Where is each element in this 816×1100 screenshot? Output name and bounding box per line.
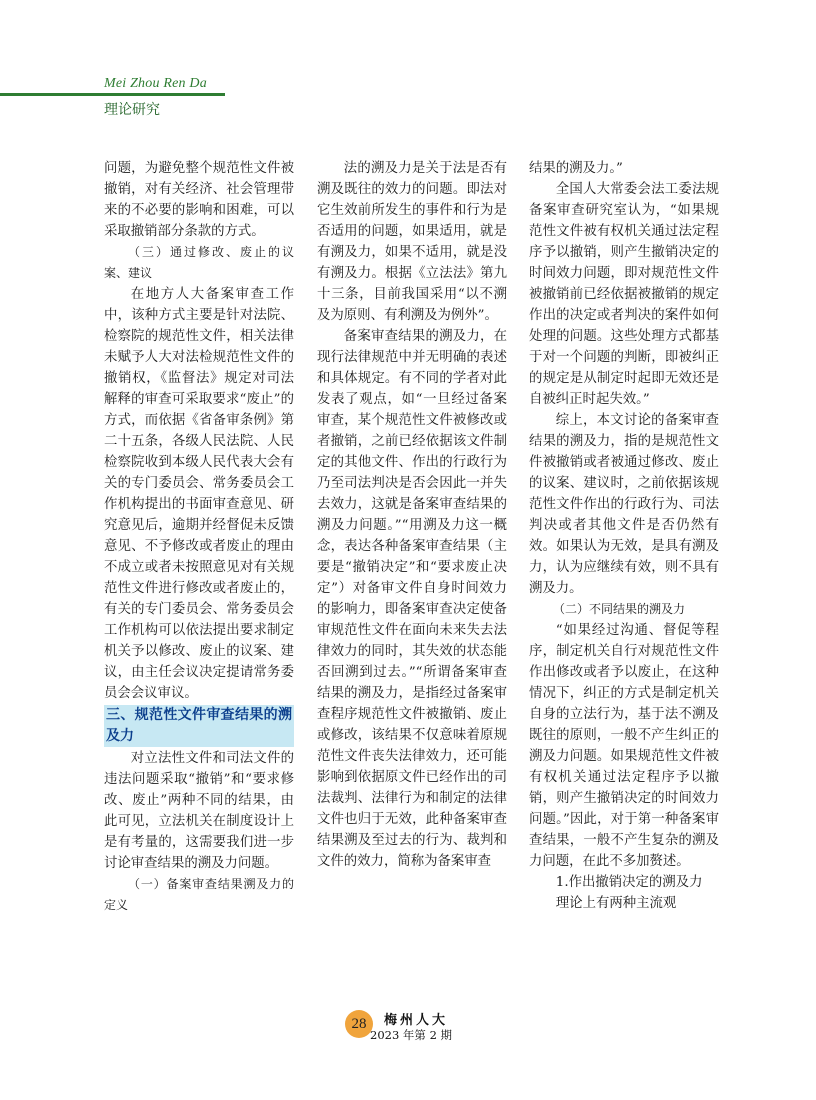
text-column-1 bbox=[104, 158, 294, 916]
subsection-heading: （三）通过修改、废止的议案、建议 bbox=[104, 245, 294, 280]
paragraph: 理论上有两种主流观 bbox=[555, 896, 677, 911]
issue-label: 2023 年第 2 期 bbox=[370, 1028, 453, 1042]
paragraph: 问题，为避免整个规范性文件被撤销，对有关经济、社会管理带来的不必要的影响和困难，可以采取撤销部分条款的方式。 bbox=[104, 161, 294, 239]
page-number: 28 bbox=[345, 1010, 373, 1038]
paragraph: 在地方人大备案审查工作中，该种方式主要是针对法院、检察院的规范性文件，相关法律未赋予人大对法检规范性文件的撤销权，《监督法》规定对司法解释的审查可采取要求“废止”的方式，而依据《省备审条例》第二十五条，各级人民法院、人民检察院收到本级人民代表大会有关的专门委员会、常务委员会工作机构提出的书面审查意见、研究意见后，逾期并经督促未反馈意见、不予修改或者废止的理由不成立或者未按照意见对有关规范性文件进行修改或者废止的，有关的专门委员会、常务委员会工作机构可以依法提出要求制定机关予以修改、废止的议案、建议，由主任会议决定提请常务委员会会议审议。 bbox=[104, 287, 294, 701]
paragraph: 法的溯及力是关于法是否有溯及既往的效力的问题。即法对它生效前所发生的事件和行为是否适用的问题，如果适用，就是有溯及力，如果不适用，就是没有溯及力。根据《立法法》第九十三条，目前我国采用“以不溯及为原则、有利溯及为例外”。 bbox=[317, 161, 507, 323]
paragraph: 结果的溯及力。” bbox=[529, 161, 623, 176]
paragraph: 对立法性文件和司法文件的违法问题采取“撤销”和“要求修改、废止”两种不同的结果，由此可见，立法机关在制度设计上是有考量的，这需要我们进一步讨论审查结果的溯及力问题。 bbox=[104, 751, 294, 871]
publication-name: 梅州人大 bbox=[384, 1013, 449, 1028]
journal-title: Mei Zhou Ren Da bbox=[104, 76, 207, 91]
subsection-heading: （一）备案审查结果溯及力的定义 bbox=[104, 877, 294, 912]
paragraph: 综上，本文讨论的备案审查结果的溯及力，指的是规范性文件被撤销或者被通过修改、废止的议案、建议时，之前依据该规范性文件作出的行政行为、司法判决或者其他文件是否仍然有效。如果认为无效，是具有溯及力，认为应继续有效，则不具有溯及力。 bbox=[529, 413, 719, 596]
subsection-heading: （二）不同结果的溯及力 bbox=[553, 602, 686, 616]
header-rule bbox=[0, 93, 225, 96]
paragraph: 备案审查结果的溯及力，在现行法律规范中并无明确的表述和具体规定。有不同的学者对此发表了观点，如“一旦经过备案审查，某个规范性文件被修改或者撤销，之前已经依据该文件制定的其他文件、作出的行政行为乃至司法判决是否会因此一并失去效力，这就是备案审查结果的溯及力问题。”“用溯及力这一概念，表达各种备案审查结果（主要是“撤销决定”和“要求废止决定”）对备审文件自身时间效力的影响力，即备案审查决定使备审规范性文件在面向未来失去法律效力的同时，其失效的状态能否回溯到过去。”“所谓备案审查结果的溯及力，是指经过备案审查程序规范性文件被撤销、废止或修改，该结果不仅意味着原规范性文件丧失法律效力，还可能影响到依据原文件已经作出的司法裁判、法律行为和制定的法律文件也归于无效，此种备案审查结果溯及至过去的行为、裁判和文件的效力，简称为备案审查 bbox=[317, 329, 507, 869]
text-column-2 bbox=[317, 158, 507, 872]
text-column-3 bbox=[529, 158, 719, 914]
section-heading: 三、规范性文件审查结果的溯及力 bbox=[104, 705, 294, 747]
paragraph: 1.作出撤销决定的溯及力 bbox=[555, 875, 703, 890]
paragraph: “如果经过沟通、督促等程序，制定机关自行对规范性文件作出修改或者予以废止，在这种情况下，纠正的方式是制定机关自身的立法行为，基于法不溯及既往的原则，一般不产生纠正的溯及力问题。如果规范性文件被有权机关通过法定程序予以撤销，则产生撤销决定的时间效力问题。”因此，对于第一种备案审查结果，一般不产生复杂的溯及力问题，在此不多加赘述。 bbox=[529, 623, 719, 869]
section-label: 理论研究 bbox=[104, 102, 160, 118]
paragraph: 全国人大常委会法工委法规备案审查研究室认为，“如果规范性文件被有权机关通过法定程序予以撤销，则产生撤销决定的时间效力问题，即对规范性文件被撤销前已经依据被撤销的规定作出的决定或者判决的案件如何处理的问题。这些处理方式都基于对一个问题的判断，即被纠正的规定是从制定时起即无效还是自被纠正时起失效。” bbox=[529, 182, 719, 407]
